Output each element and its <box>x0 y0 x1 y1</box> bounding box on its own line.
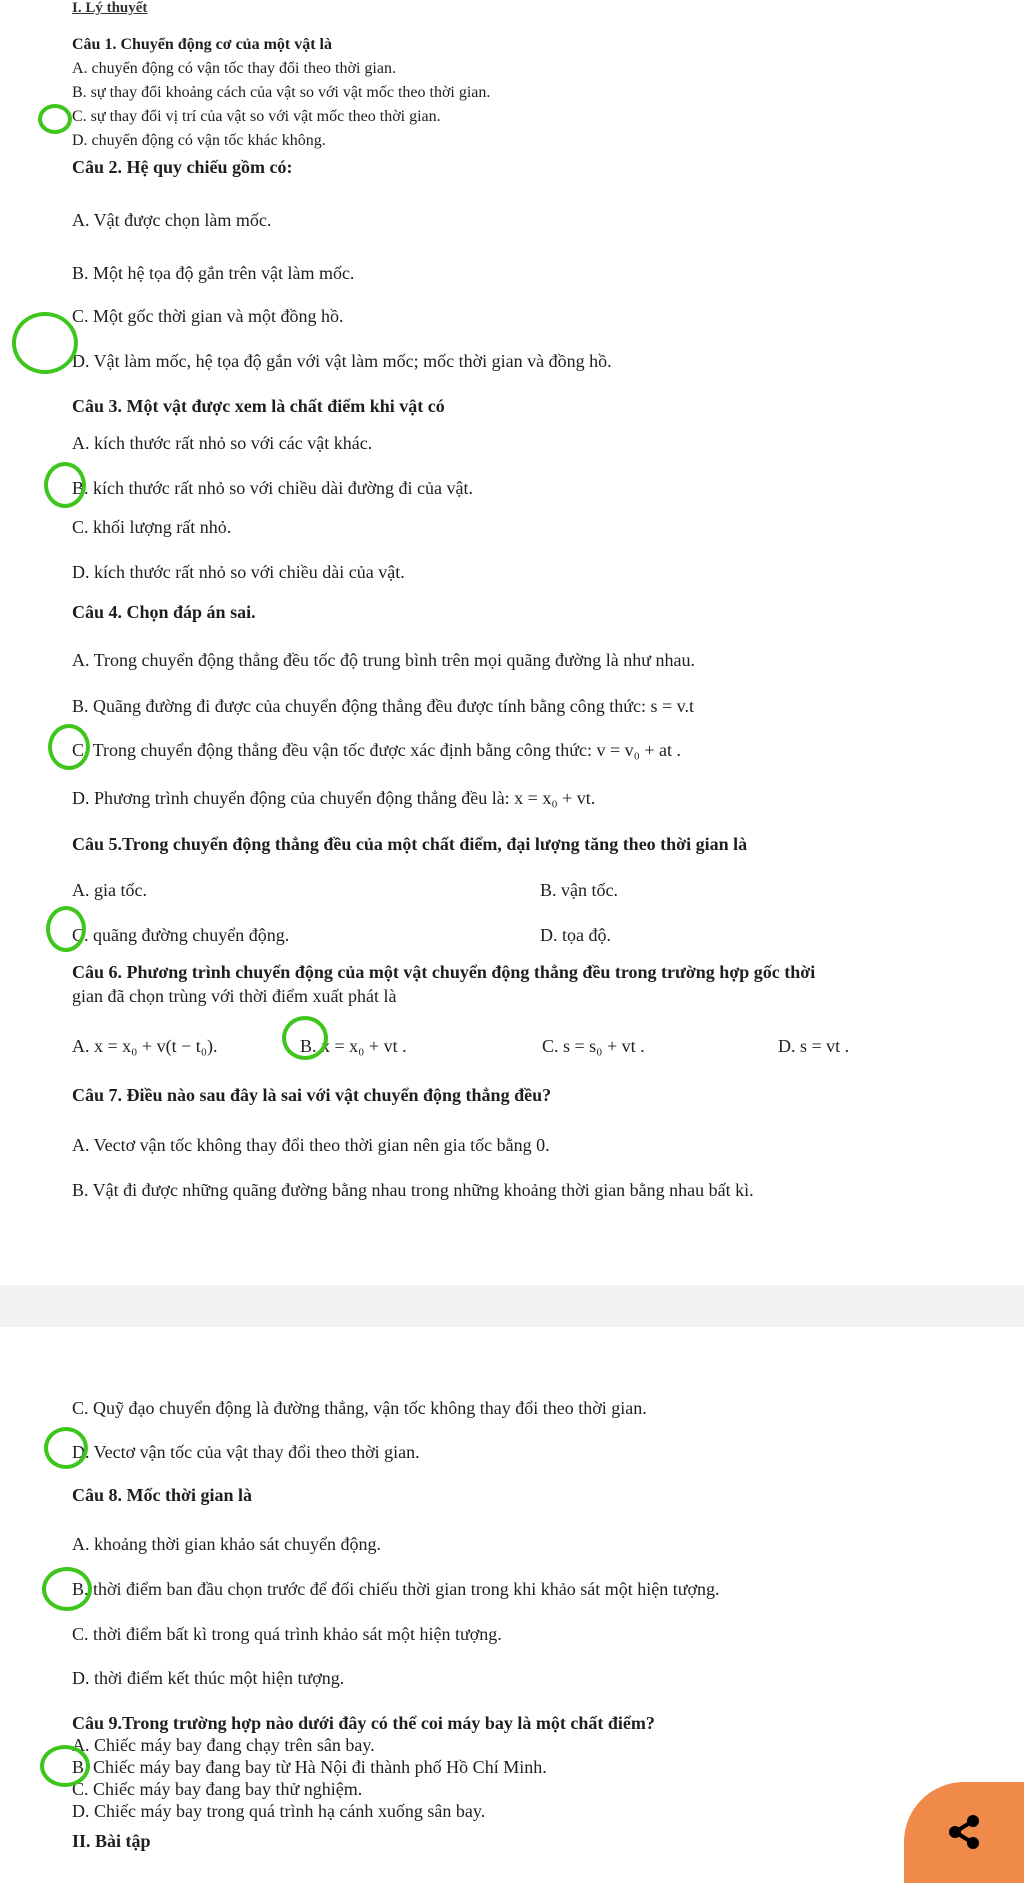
question-9-option-b: B. Chiếc máy bay đang bay từ Hà Nội đi thành phố Hồ Chí Minh. <box>72 1757 547 1777</box>
question-7-stem: Câu 7. Điều nào sau đây là sai với vật chuyển động thẳng đều? <box>72 1085 552 1105</box>
question-5-stem: Câu 5.Trong chuyển động thẳng đều của một chất điểm, đại lượng tăng theo thời gian là <box>72 834 748 854</box>
question-1-stem: Câu 1. Chuyển động cơ của một vật là <box>72 36 332 53</box>
question-1-option-d: D. chuyển động có vận tốc khác không. <box>72 132 326 149</box>
question-4-stem: Câu 4. Chọn đáp án sai. <box>72 602 256 622</box>
question-4-option-b: B. Quãng đường đi được của chuyển động thẳng đều được tính bằng công thức: s = v.t <box>72 696 694 716</box>
question-3-option-a: A. kích thước rất nhỏ so với các vật khác. <box>72 433 373 453</box>
question-1-option-a: A. chuyển động có vận tốc thay đổi theo thời gian. <box>72 60 396 77</box>
question-9-option-c: C. Chiếc máy bay đang bay thử nghiệm. <box>72 1779 363 1799</box>
question-2-option-a: A. Vật được chọn làm mốc. <box>72 210 272 230</box>
answer-mark-q2 <box>12 312 78 374</box>
question-2-option-b: B. Một hệ tọa độ gắn trên vật làm mốc. <box>72 263 355 283</box>
question-6-option-a: A. x = x₀ + v(t − t₀). <box>72 1036 218 1056</box>
question-7-option-b: B. Vật đi được những quãng đường bằng nhau trong những khoảng thời gian bằng nhau bất kì. <box>72 1180 754 1200</box>
question-4-option-d: D. Phương trình chuyển động của chuyển động thẳng đều là: x = x₀ + vt. <box>72 788 596 808</box>
question-7-option-a: A. Vectơ vận tốc không thay đổi theo thời gian nên gia tốc bằng 0. <box>72 1135 550 1155</box>
section-title-theory: I. Lý thuyết <box>72 0 148 16</box>
question-5-option-c: C. quãng đường chuyển động. <box>72 925 290 945</box>
question-3-option-c: C. khối lượng rất nhỏ. <box>72 517 232 537</box>
question-6-stem-line-2: gian đã chọn trùng với thời điểm xuất phát là <box>72 986 397 1006</box>
answer-mark-q1 <box>38 104 72 134</box>
question-8-option-d: D. thời điểm kết thúc một hiện tượng. <box>72 1668 345 1688</box>
question-4-option-a: A. Trong chuyển động thẳng đều tốc độ trung bình trên mọi quãng đường là như nhau. <box>72 650 695 670</box>
question-3-option-b: B. kích thước rất nhỏ so với chiều dài đường đi của vật. <box>72 478 473 498</box>
document-page-2 <box>0 1327 1024 1883</box>
answer-mark-q4 <box>48 724 90 770</box>
question-9-option-a: A. Chiếc máy bay đang chạy trên sân bay. <box>72 1735 375 1755</box>
share-icon <box>944 1812 984 1852</box>
question-7-option-d: D. Vectơ vận tốc của vật thay đổi theo thời gian. <box>72 1442 420 1462</box>
question-2-stem: Câu 2. Hệ quy chiếu gồm có: <box>72 157 293 177</box>
question-9-option-d: D. Chiếc máy bay trong quá trình hạ cánh xuống sân bay. <box>72 1801 486 1821</box>
question-2-option-d: D. Vật làm mốc, hệ tọa độ gắn với vật làm mốc; mốc thời gian và đồng hồ. <box>72 351 612 371</box>
question-5-option-b: B. vận tốc. <box>540 880 618 900</box>
answer-mark-q7 <box>44 1427 88 1469</box>
question-6-option-d: D. s = vt . <box>778 1036 850 1056</box>
question-4-option-c: C. Trong chuyển động thẳng đều vận tốc được xác định bằng công thức: v = v₀ + at . <box>72 740 682 760</box>
question-8-option-b: B. thời điểm ban đầu chọn trước để đối chiếu thời gian trong khi khảo sát một hiện tượng. <box>72 1579 720 1599</box>
question-3-stem: Câu 3. Một vật được xem là chất điểm khi vật có <box>72 396 445 416</box>
question-6-option-c: C. s = s₀ + vt . <box>542 1036 645 1056</box>
question-8-stem: Câu 8. Mốc thời gian là <box>72 1485 252 1505</box>
question-1-option-c: C. sự thay đổi vị trí của vật so với vật mốc theo thời gian. <box>72 108 441 125</box>
question-2-option-c: C. Một gốc thời gian và một đồng hồ. <box>72 306 344 326</box>
question-3-option-d: D. kích thước rất nhỏ so với chiều dài của vật. <box>72 562 405 582</box>
question-8-option-c: C. thời điểm bất kì trong quá trình khảo sát một hiện tượng. <box>72 1624 502 1644</box>
answer-mark-q8 <box>42 1567 92 1611</box>
answer-mark-q3 <box>44 462 86 508</box>
answer-mark-q5 <box>46 906 86 952</box>
question-9-stem: Câu 9.Trong trường hợp nào dưới đây có thể coi máy bay là một chất điểm? <box>72 1713 655 1733</box>
question-5-option-d: D. tọa độ. <box>540 925 611 945</box>
question-1-option-b: B. sự thay đổi khoảng cách của vật so với vật mốc theo thời gian. <box>72 84 491 101</box>
question-6-option-b: B. x = x₀ + vt . <box>300 1036 407 1056</box>
question-7-option-c: C. Quỹ đạo chuyển động là đường thẳng, vận tốc không thay đổi theo thời gian. <box>72 1398 647 1418</box>
question-6-stem-line-1: Câu 6. Phương trình chuyển động của một vật chuyển động thẳng đều trong trường hợp gốc thời <box>72 962 816 982</box>
question-5-option-a: A. gia tốc. <box>72 880 147 900</box>
answer-mark-q6 <box>282 1016 328 1060</box>
page-gap <box>0 1285 1024 1327</box>
section-title-exercises: II. Bài tập <box>72 1831 151 1851</box>
question-8-option-a: A. khoảng thời gian khảo sát chuyển động. <box>72 1534 381 1554</box>
answer-mark-q9 <box>40 1745 90 1787</box>
